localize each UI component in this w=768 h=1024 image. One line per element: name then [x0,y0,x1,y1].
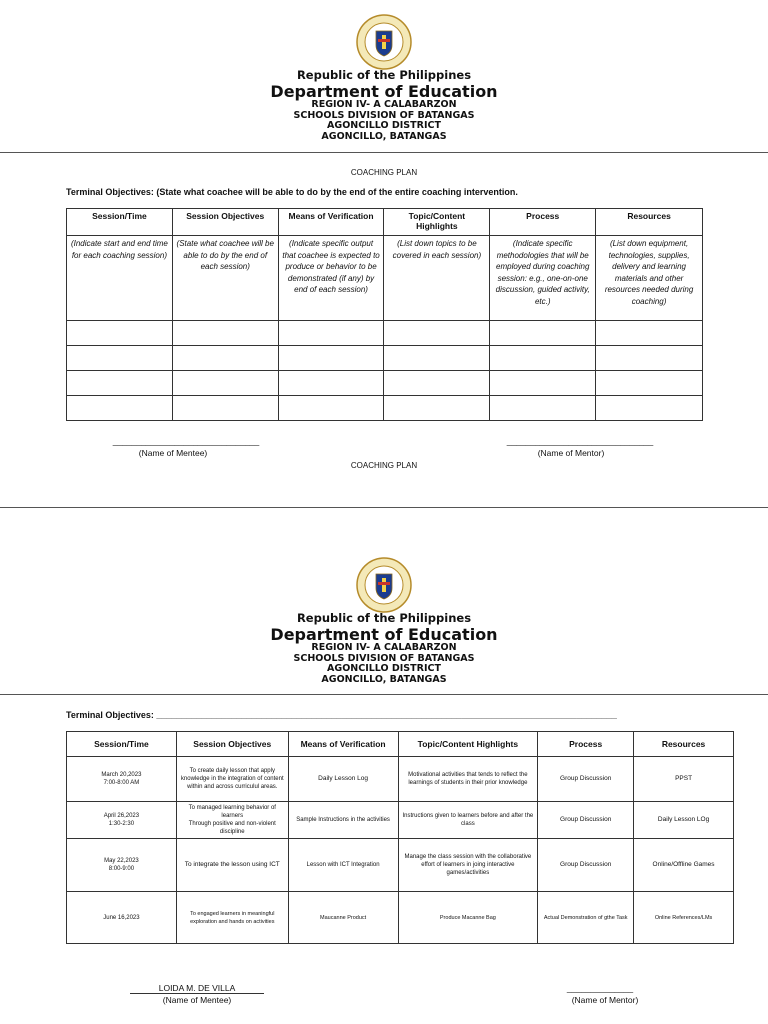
blank-row [67,396,703,421]
district-line: AGONCILLO DISTRICT [327,663,441,674]
header-divider [0,694,768,695]
instruction-cell: (List down topics to be covered in each session) [384,236,490,321]
blank-cell [172,321,278,346]
division-line: SCHOOLS DIVISION OF BATANGAS [293,652,475,664]
instruction-row [67,236,703,321]
col-resources: Resources [634,732,734,757]
table-row [67,802,734,839]
resources-cell: Daily Lesson LOg [634,802,734,839]
blank-cell [384,371,490,396]
blank-cell [490,371,596,396]
region-line: REGION IV- A CALABARZON [311,642,457,653]
col-resources: Resources [596,209,703,236]
table-row [67,839,734,892]
blank-cell [67,371,173,396]
mentee-name: LOIDA M. DE VILLA [130,983,264,994]
blank-cell [172,371,278,396]
republic-heading: Republic of the Philippines [296,68,472,82]
col-means-of-verification: Means of Verification [288,732,398,757]
blank-cell [67,321,173,346]
verification-cell: Maucanne Product [288,892,398,944]
process-cell: Actual Demonstration of gthe Task [538,892,634,944]
blank-cell [67,346,173,371]
blank-cell [596,396,703,421]
blank-row [67,371,703,396]
instruction-cell: (Indicate specific output that coachee is expected to produce or behavior to be demonstrated (if any) by end of each session) [278,236,384,321]
blank-cell [384,396,490,421]
session-objective-cell: To managed learning behavior of learners Through positive and non-violent discipline [176,802,288,839]
coaching-plan-filled-table [66,731,734,944]
col-topic-content: Topic/Content Highlights [398,732,538,757]
division-line: SCHOOLS DIVISION OF BATANGAS [293,109,475,121]
resources-cell: PPST [634,757,734,802]
session-objective-cell: To engaged learners in meaningful exploration and hands on activities [176,892,288,944]
session-time-cell: March 20,2023 7:00-8:00 AM [67,757,177,802]
verification-cell: Lesson with ICT Integration [288,839,398,892]
blank-cell [172,396,278,421]
blank-cell [596,371,703,396]
col-topic-content: Topic/Content Highlights [384,209,490,236]
resources-cell: Online References/LMs [634,892,734,944]
col-process: Process [490,209,596,236]
col-session-objectives: Session Objectives [176,732,288,757]
verification-cell: Sample Instructions in the activities [288,802,398,839]
mentor-label: (Name of Mentor) [537,448,605,458]
instruction-cell: (Indicate specific methodologies that will be employed during coaching session: e.g., one-on-one discussion, guided activity, etc.) [490,236,596,321]
session-objective-cell: To integrate the lesson using ICT [176,839,288,892]
session-objective-cell: To create daily lesson that apply knowledge in the integration of content within and across curriculul areas. [176,757,288,802]
blank-cell [172,346,278,371]
process-cell: Group Discussion [538,802,634,839]
table-header-row [67,732,734,757]
coaching-plan-template-table [66,208,703,421]
blank-cell [278,371,384,396]
section-divider [0,507,768,508]
blank-row [67,346,703,371]
blank-row [67,321,703,346]
blank-cell [278,321,384,346]
topic-cell: Instructions given to learners before and after the class [398,802,538,839]
mentor-signature-line: _______________________________ [506,436,654,446]
col-session-time: Session/Time [67,732,177,757]
resources-cell: Online/Offline Games [634,839,734,892]
blank-cell [490,346,596,371]
col-means-of-verification: Means of Verification [278,209,384,236]
blank-cell [384,346,490,371]
deped-seal-icon [356,14,412,70]
terminal-objectives-instruction: Terminal Objectives: (State what coachee will be able to do by the end of the entire coaching intervention. [66,187,518,197]
blank-cell [67,396,173,421]
verification-cell: Daily Lesson Log [288,757,398,802]
session-time-cell: June 16,2023 [67,892,177,944]
table-row [67,757,734,802]
department-heading: Department of Education [270,82,498,101]
blank-cell [596,346,703,371]
col-session-objectives: Session Objectives [172,209,278,236]
instruction-cell: (State what coachee will be able to do by the end of each session) [172,236,278,321]
blank-cell [384,321,490,346]
location-line: AGONCILLO, BATANGAS [321,673,447,685]
session-time-cell: April 26,2023 1:30-2:30 [67,802,177,839]
col-process: Process [538,732,634,757]
coaching-plan-footer-title: COACHING PLAN [350,461,418,470]
region-line: REGION IV- A CALABARZON [311,99,457,110]
topic-cell: Motivational activities that tends to reflect the learnings of students in their prior knowledge [398,757,538,802]
col-session-time: Session/Time [67,209,173,236]
republic-heading: Republic of the Philippines [296,611,472,625]
instruction-cell: (Indicate start and end time for each coaching session) [67,236,173,321]
blank-cell [490,321,596,346]
instruction-cell: (List down equipment, technologies, supplies, delivery and learning materials and other resources needed during coaching) [596,236,703,321]
session-time-cell: May 22,2023 8:00-9:00 [67,839,177,892]
mentee-signature-line: _______________________________ [112,436,260,446]
table-header-row [67,209,703,236]
district-line: AGONCILLO DISTRICT [327,120,441,131]
mentee-label: (Name of Mentee) [162,995,232,1005]
blank-cell [278,346,384,371]
process-cell: Group Discussion [538,839,634,892]
mentee-label: (Name of Mentee) [138,448,208,458]
topic-cell: Produce Macanne Bag [398,892,538,944]
coaching-plan-title: COACHING PLAN [350,168,418,177]
header-divider [0,152,768,153]
blank-cell [596,321,703,346]
mentor-signature-line: ______________ [566,983,634,993]
location-line: AGONCILLO, BATANGAS [321,130,447,142]
table-row [67,892,734,944]
process-cell: Group Discussion [538,757,634,802]
deped-seal-icon [356,557,412,613]
mentor-label: (Name of Mentor) [571,995,639,1005]
terminal-objectives-line: Terminal Objectives: ____________________________________________________________________________________________ [66,710,617,720]
blank-cell [490,396,596,421]
topic-cell: Manage the class session with the collaborative effort of learners in joing interactive games/activities [398,839,538,892]
blank-cell [278,396,384,421]
department-heading: Department of Education [270,625,498,644]
